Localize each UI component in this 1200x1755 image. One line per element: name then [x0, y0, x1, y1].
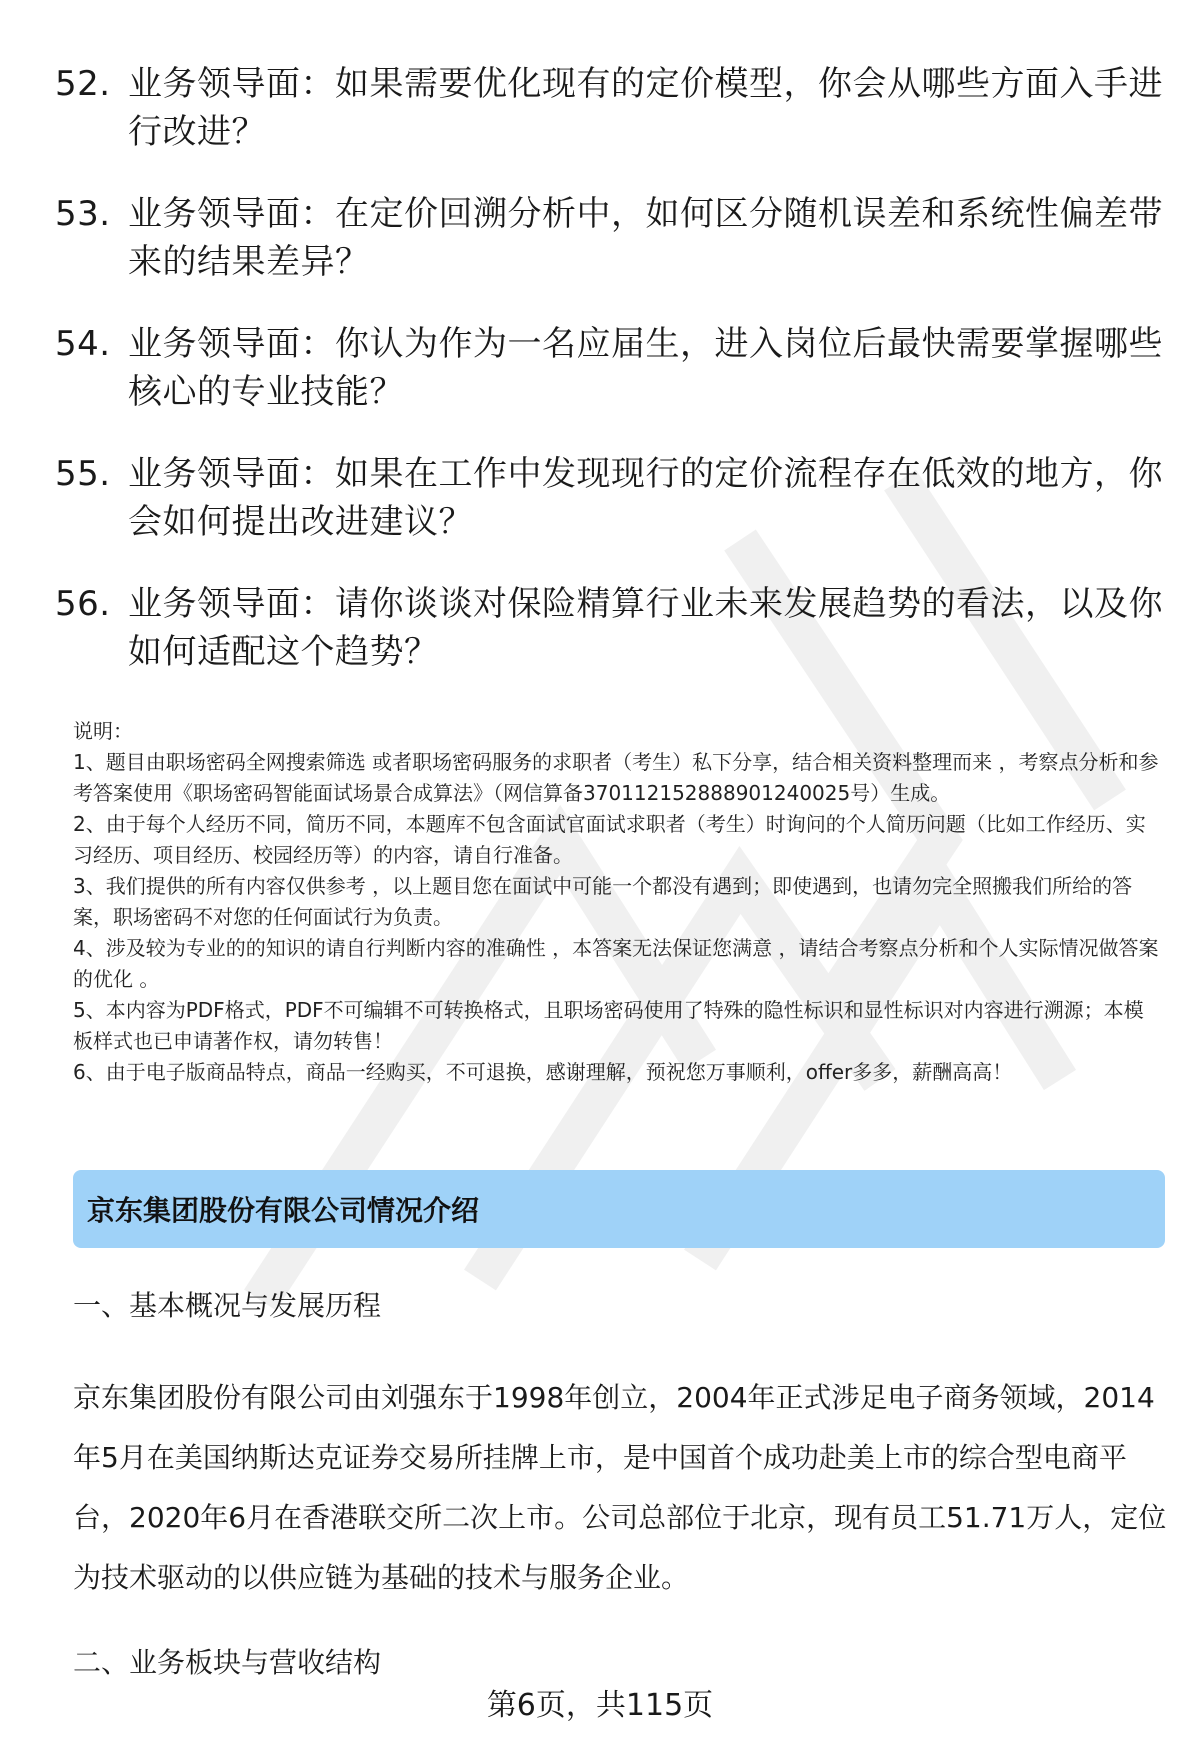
question-number: 52.: [55, 64, 111, 104]
note-item: 3、我们提供的所有内容仅供参考 ，以上题目您在面试中可能一个都没有遇到；即使遇到，也请勿完全照搬我们所给的答案，职场密码不对您的任何面试行为负责。: [73, 874, 1133, 929]
question-text: 业务领导面：请你谈谈对保险精算行业未来发展趋势的看法，以及你如何适配这个趋势？: [128, 584, 1163, 672]
page-indicator: 第6页，共115页: [486, 1688, 714, 1723]
section-heading-business: 二、业务板块与营收结构: [73, 1646, 382, 1679]
question-number: 56.: [55, 584, 111, 624]
note-item: 1、题目由职场密码全网搜索筛选 或者职场密码服务的求职者（考生）私下分享，结合相关资料整理而来 ，考察点分析和参考答案使用《职场密码智能面试场景合成算法》（网信算备370112152888901240025号）生成。: [73, 750, 1159, 805]
company-intro-banner: [73, 1170, 1165, 1248]
question-number: 54.: [55, 324, 111, 364]
question-text: 业务领导面：如果需要优化现有的定价模型，你会从哪些方面入手进行改进？: [128, 64, 1163, 152]
overview-paragraph: 京东集团股份有限公司由刘强东于1998年创立，2004年正式涉足电子商务领域，2014年5月在美国纳斯达克证券交易所挂牌上市，是中国首个成功赴美上市的综合型电商平台，2020年6月在香港联交所二次上市。公司总部位于北京，现有员工51.71万人，定位为技术驱动的以供应链为基础的技术与服务企业。: [73, 1381, 1167, 1594]
question-item: [55, 320, 1165, 416]
question-list: [55, 60, 1165, 710]
question-item: [55, 450, 1165, 546]
section-heading-overview: 一、基本概况与发展历程: [73, 1289, 382, 1322]
disclaimer-notes: [73, 716, 1163, 1088]
question-item: [55, 580, 1165, 676]
notes-title: 说明：: [73, 719, 133, 743]
note-item: 2、由于每个人经历不同，简历不同，本题库不包含面试官面试求职者（考生）时询问的个人简历问题（比如工作经历、实习经历、项目经历、校园经历等）的内容，请自行准备。: [73, 812, 1146, 867]
note-item: 6、由于电子版商品特点，商品一经购买，不可退换，感谢理解，预祝您万事顺利，offer多多，薪酬高高！: [73, 1060, 1013, 1084]
note-item: 5、本内容为PDF格式，PDF不可编辑不可转换格式，且职场密码使用了特殊的隐性标识和显性标识对内容进行溯源；本模板样式也已申请著作权，请勿转售！: [73, 998, 1144, 1053]
question-number: 55.: [55, 454, 111, 494]
question-text: 业务领导面：在定价回溯分析中，如何区分随机误差和系统性偏差带来的结果差异？: [128, 194, 1163, 282]
question-number: 53.: [55, 194, 111, 234]
question-text: 业务领导面：你认为作为一名应届生，进入岗位后最快需要掌握哪些核心的专业技能？: [128, 324, 1163, 412]
banner-title: 京东集团股份有限公司情况介绍: [87, 1194, 480, 1227]
note-item: 4、涉及较为专业的的知识的请自行判断内容的准确性 ，本答案无法保证您满意 ，请结合考察点分析和个人实际情况做答案的优化 。: [73, 936, 1159, 991]
question-item: [55, 60, 1165, 156]
question-item: [55, 190, 1165, 286]
question-text: 业务领导面：如果在工作中发现现行的定价流程存在低效的地方，你会如何提出改进建议？: [128, 454, 1163, 542]
